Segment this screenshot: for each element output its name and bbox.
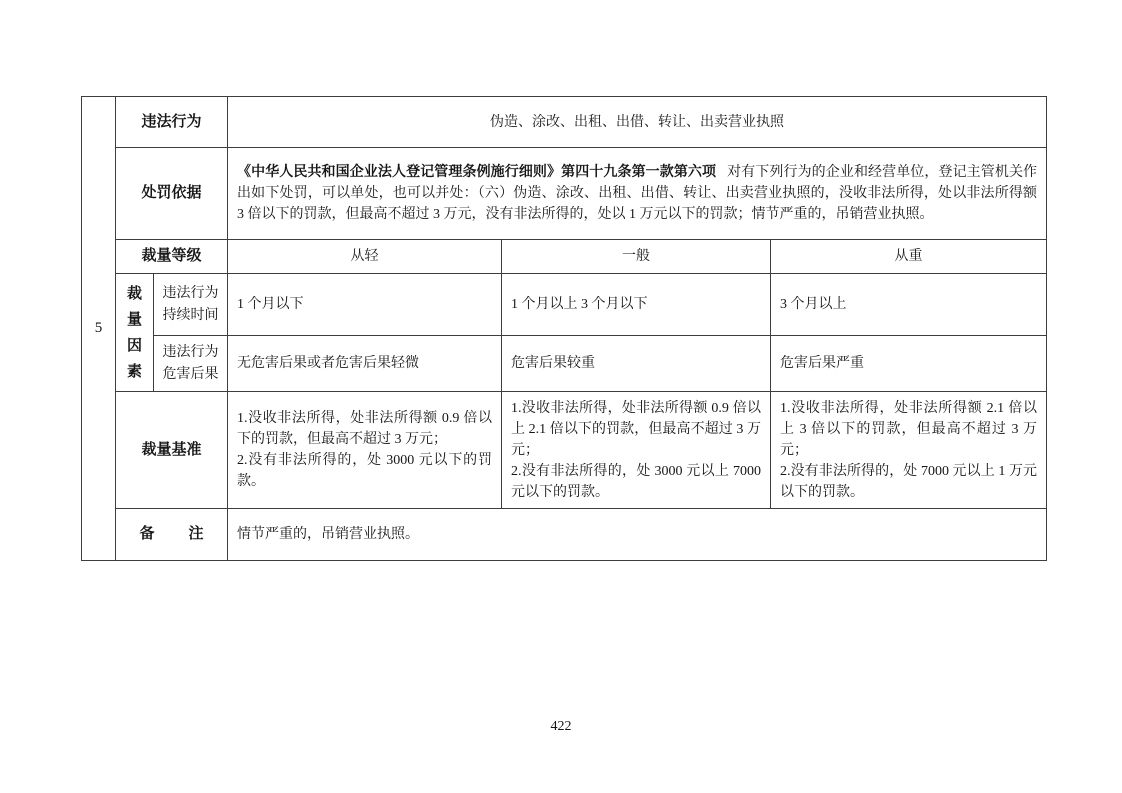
discretion-level-label: 裁量等级 <box>116 240 228 274</box>
sequence-number: 5 <box>82 97 116 561</box>
remark-content: 情节严重的，吊销营业执照。 <box>228 509 1047 561</box>
penalty-discretion-table <box>81 96 1047 561</box>
factor-char: 因 <box>126 337 142 354</box>
duration-heavy: 3 个月以上 <box>771 274 1047 336</box>
duration-label: 违法行为 持续时间 <box>154 274 228 336</box>
consequence-light: 无危害后果或者危害后果轻微 <box>228 336 502 392</box>
level-light: 从轻 <box>228 240 502 274</box>
level-general: 一般 <box>502 240 771 274</box>
consequence-label: 违法行为 危害后果 <box>154 336 228 392</box>
illegal-act-label: 违法行为 <box>116 97 228 148</box>
factor-char: 裁 <box>126 285 142 302</box>
penalty-basis-citation: 《中华人民共和国企业法人登记管理条例施行细则》第四十九条第一款第六项 <box>237 165 717 180</box>
discretion-factor-label <box>116 274 154 392</box>
factor-char: 量 <box>126 311 142 328</box>
factor-char: 素 <box>126 363 142 380</box>
consequence-general: 危害后果较重 <box>502 336 771 392</box>
benchmark-light: 1.没收非法所得，处非法所得额 0.9 倍以下的罚款，但最高不超过 3 万元； 2.没有非法所得的，处 3000 元以下的罚款。 <box>228 392 502 509</box>
level-heavy: 从重 <box>771 240 1047 274</box>
consequence-heavy: 危害后果严重 <box>771 336 1047 392</box>
penalty-basis-label: 处罚依据 <box>116 148 228 240</box>
benchmark-label: 裁量基准 <box>116 392 228 509</box>
penalty-basis-content <box>228 148 1047 240</box>
duration-light: 1 个月以下 <box>228 274 502 336</box>
illegal-act-content: 伪造、涂改、出租、出借、转让、出卖营业执照 <box>228 97 1047 148</box>
benchmark-general: 1.没收非法所得，处非法所得额 0.9 倍以上 2.1 倍以下的罚款，但最高不超过 3 万元； 2.没有非法所得的，处 3000 元以上 7000 元以下的罚款。 <box>502 392 771 509</box>
remark-label: 备 注 <box>116 509 228 561</box>
benchmark-heavy: 1.没收非法所得，处非法所得额 2.1 倍以上 3 倍以下的罚款，但最高不超过 3 万元； 2.没有非法所得的，处 7000 元以上 1 万元以下的罚款。 <box>771 392 1047 509</box>
duration-general: 1 个月以上 3 个月以下 <box>502 274 771 336</box>
page-number: 422 <box>550 719 572 734</box>
penalty-basis-text: 对有下列行为的企业和经营单位，登记主管机关作出如下处罚，可以单处，也可以并处：（六）伪造、涂改、出租、出借、转让、出卖营业执照的，没收非法所得，处以非法所得额 3 倍以下的罚款，但最高不超过 3 万元，没有非法所得的，处以 1 万元以下的罚款；情节严重的，吊销营业执照。 <box>237 165 1038 222</box>
